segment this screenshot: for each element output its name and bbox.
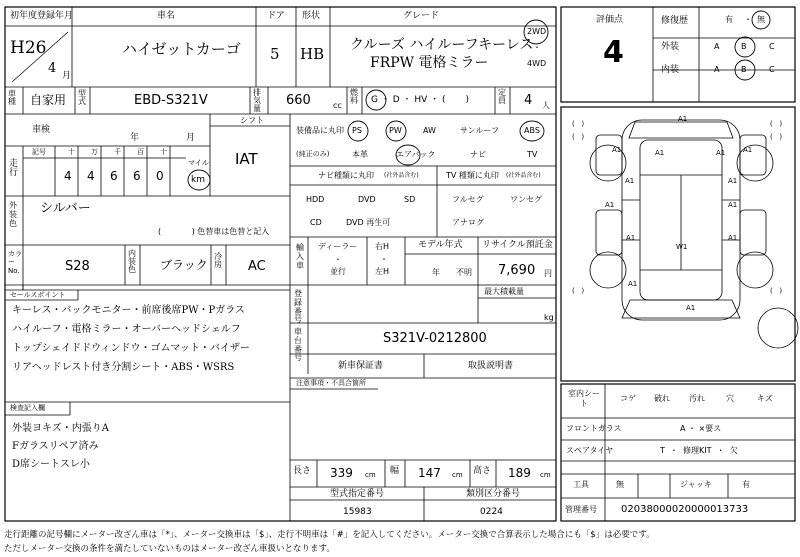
chassis-label: 車台番号 (294, 327, 302, 363)
footer-note-1: 走行距離の記号欄にメーター改ざん車は「*」、メーター交換車は「$」、走行不明車は「#」を記入してください。メーター交換で合算表示した場合にも「$」は必要です。 (4, 530, 655, 540)
damage-mark: A1 (612, 146, 622, 154)
sales-point-line: リアヘッドレスト付き分割シート・ABS・WSRS (12, 362, 235, 373)
equipment-item: サンルーフ (460, 126, 499, 135)
repair-yes: 有 (725, 15, 733, 24)
class-number: 0224 (480, 507, 503, 517)
capacity-label: 定員 (498, 88, 506, 105)
interior-color-label: 内装色 (128, 249, 136, 274)
inspection-month: 月 (186, 133, 196, 143)
diagram-paren: ( ) (572, 133, 585, 141)
type-number-label: 型式指定番号 (330, 489, 385, 499)
model: EBD-S321V (134, 93, 208, 108)
interior-label: 内装 (661, 65, 680, 75)
displacement-label: 排気量 (253, 88, 261, 113)
jack-value: 有 (742, 480, 750, 489)
damage-mark: A1 (605, 201, 615, 209)
reg-month: 4 (48, 61, 57, 76)
tv-item: アナログ (452, 218, 484, 227)
color-label: 外装色 (9, 201, 17, 228)
owner-manual: 取扱説明書 (468, 361, 514, 371)
interior-sheet-item: 破れ (654, 394, 670, 403)
ac-value: AC (248, 259, 266, 274)
tool-value: 無 (616, 480, 624, 489)
diagram-paren: ( ) (770, 287, 783, 295)
equipment-item: TV (527, 150, 538, 159)
kg-unit: kg (544, 313, 554, 322)
equipment-item: エアバック (396, 150, 436, 159)
inspector-line: 外装ヨキズ・内張りA (12, 423, 110, 434)
score-value: 4 (603, 35, 624, 70)
mileage-digit: 6 (110, 169, 118, 183)
tv-label: TV 種類に丸印 (446, 171, 499, 180)
equipment-item: PS (352, 126, 362, 135)
shape-label: 形状 (302, 11, 321, 21)
damage-mark: A1 (625, 177, 635, 185)
new-car-warranty: 新車保証書 (338, 361, 384, 371)
right-hand: 右H (375, 242, 390, 251)
width-label: 幅 (390, 466, 400, 476)
inspection-year: 年 (130, 133, 140, 143)
grade-line2: FRPW 電格ミラー (370, 55, 489, 71)
car-name-label: 車名 (157, 11, 176, 21)
shift-label: シフト (240, 116, 264, 125)
damage-mark: A1 (655, 149, 665, 157)
category-label: 車種 (8, 89, 16, 106)
import-dealer: ディーラー (318, 242, 358, 251)
cc-unit: cc (333, 101, 342, 110)
equipment-sub: (純正のみ) (296, 150, 330, 158)
shape: HB (300, 45, 325, 63)
sales-point-line: キーレス・バックモニター・前席後席PW・Pガラス (12, 305, 245, 316)
damage-mark: A1 (628, 280, 638, 288)
recycle-value: 7,690 (498, 263, 536, 278)
door-label: ドア (267, 11, 285, 21)
mileage-digits-label: 記号 (32, 148, 46, 156)
damage-mark: A1 (728, 177, 738, 185)
mileage-unit: 十 (68, 148, 75, 156)
diagram-paren: ( ) (572, 120, 585, 128)
car-name: ハイゼットカーゴ (122, 40, 241, 58)
spare-tire-value: T ・ 修理KIT ・ 欠 (660, 446, 738, 455)
interior-sheet-item: 穴 (726, 394, 734, 403)
mgmt-label: 管理番号 (565, 505, 597, 514)
yen-unit: 円 (544, 269, 552, 278)
import-dot: ・ (334, 255, 342, 264)
width-unit: cm (452, 471, 463, 479)
damage-mark: A1 (716, 149, 726, 157)
mileage-digit: 4 (87, 169, 95, 183)
fuel-options: G ・ D ・ HV ・ ( ) (371, 95, 470, 105)
color-change-note: ( ) 色替車は色替と記入 (158, 227, 270, 236)
nav-item: DVD (358, 195, 376, 204)
model-year-label: モデル年式 (418, 240, 463, 250)
reg-era: H26 (10, 38, 47, 58)
caution-label: 注意事項・不具合箇所 (296, 379, 366, 387)
score-label: 評価点 (596, 15, 624, 25)
doors: 5 (270, 45, 280, 63)
interior-grade-a: A (714, 65, 720, 74)
exterior-grade-a: A (714, 42, 720, 51)
inspector-label: 検査記入欄 (10, 404, 45, 412)
spare-tire-label: スペアタイヤ (566, 446, 614, 455)
recycle-label: リサイクル預託金 (482, 240, 553, 250)
tv-sub: (社外品含む) (506, 172, 541, 179)
capacity-unit: 人 (542, 101, 550, 110)
mileage-label: 走行 (9, 159, 19, 178)
nav-sub: (社外品含む) (384, 172, 419, 179)
ac-label: 冷房 (214, 252, 222, 269)
damage-mark: A1 (678, 115, 688, 123)
sales-point-line: ハイルーフ・電格ミラー・オーバーヘッドシェルフ (12, 324, 241, 335)
color-value: シルバー (40, 201, 91, 216)
tv-item: ワンセグ (510, 195, 542, 204)
hand-dot: ・ (380, 255, 388, 264)
interior-grade-b: B (741, 65, 747, 74)
nav-item: DVD 再生可 (346, 218, 391, 227)
km-label: km (191, 175, 205, 185)
exterior-label: 外装 (661, 42, 680, 52)
mileage-unit: 万 (91, 148, 98, 156)
tv-item: フルセグ (452, 195, 484, 204)
exterior-grade-c: C (769, 42, 775, 51)
drive-4wd: 4WD (527, 59, 547, 68)
repair-label: 修復歴 (661, 16, 689, 26)
reg-number-label: 登録番号 (294, 289, 302, 325)
tool-label: 工具 (573, 480, 589, 489)
chassis-number: S321V-0212800 (383, 331, 487, 346)
jack-label: ジャッキ (680, 480, 712, 489)
repair-none: 無 (757, 15, 765, 24)
footer-note-2: ただしメーター交換の条件を満たしていないものはメーター改ざん車扱いとなります。 (4, 544, 335, 554)
mile-label: マイル (188, 159, 209, 167)
height-label: 高さ (473, 466, 492, 476)
nav-item: CD (310, 218, 322, 227)
interior-color: ブラック (160, 258, 208, 272)
class-number-label: 類別区分番号 (466, 489, 521, 499)
interior-sheet-item: コゲ (620, 394, 636, 403)
diagram-paren: ( ) (770, 133, 783, 141)
mileage-unit: 十 (160, 148, 167, 156)
interior-sheet-label: 室内シート (568, 389, 600, 409)
capacity: 4 (524, 93, 533, 108)
damage-mark: A1 (728, 234, 738, 242)
interior-grade-c: C (769, 65, 775, 74)
reg-month-unit: 月 (62, 71, 72, 81)
equipment-label: 装備品に丸印 (296, 126, 344, 135)
equipment-item: AW (423, 126, 436, 135)
front-glass-label: フロントガラス (566, 424, 622, 433)
type-number: 15983 (343, 507, 372, 517)
front-glass-value: A ・ ×要ス (680, 424, 722, 433)
exterior-grade-b: B (741, 42, 747, 51)
nav-item: HDD (306, 195, 325, 204)
category: 自家用 (30, 93, 67, 107)
height-unit: cm (540, 471, 551, 479)
equipment-item: ABS (524, 126, 540, 135)
inspection-label: 車検 (32, 125, 51, 135)
color-no: S28 (65, 259, 90, 274)
damage-mark: A1 (686, 304, 696, 312)
interior-sheet-item: キズ (757, 394, 773, 403)
shift-value: IAT (235, 150, 258, 168)
repair-sep: ・ (744, 15, 752, 24)
first-reg-label: 初年度登録年月 (10, 11, 74, 21)
damage-mark: A1 (743, 146, 753, 154)
grade-label: グレード (403, 11, 440, 21)
drive-2wd: 2WD (527, 27, 547, 36)
inspector-line: Fガラスリペア済み (12, 441, 99, 452)
equipment-item: PW (389, 126, 402, 135)
mileage-unit: 千 (114, 148, 121, 156)
mgmt-number: 02038000020000013733 (621, 504, 749, 515)
model-year-unit: 年 (432, 268, 440, 277)
length-value: 339 (330, 466, 353, 480)
model-label: 型式 (78, 89, 86, 106)
equipment-item: ナビ (470, 150, 486, 159)
length-label: 長さ (293, 466, 312, 476)
car-diagram (590, 120, 798, 348)
model-year-unknown: 不明 (456, 268, 472, 277)
length-unit: cm (365, 471, 376, 479)
nav-label: ナビ種類に丸印 (318, 171, 374, 180)
damage-mark: A1 (626, 234, 636, 242)
import-label: 輸入車 (296, 243, 304, 270)
sales-points-label: セールスポイント (10, 291, 66, 299)
damage-mark: A1 (728, 201, 738, 209)
sales-point-line: トップシェイドドウィンドウ・ゴムマット・バイザー (12, 343, 250, 354)
interior-sheet-item: 汚れ (689, 394, 705, 403)
mileage-digit: 4 (64, 169, 72, 183)
diagram-paren: ( ) (770, 120, 783, 128)
fuel-label: 燃料 (350, 88, 358, 105)
mileage-unit: 百 (137, 148, 144, 156)
displacement: 660 (286, 93, 311, 108)
equipment-item: 本革 (352, 150, 368, 159)
mileage-digit: 6 (133, 169, 141, 183)
damage-mark: W1 (676, 243, 688, 251)
inspector-line: D席シートスレ小 (12, 459, 90, 470)
nav-item: SD (404, 195, 416, 204)
drive-dot: ・ (533, 43, 541, 52)
color-no-label: カラーNo. (8, 250, 22, 275)
mileage-digit: 0 (156, 169, 164, 183)
diagram-paren: ( ) (572, 287, 585, 295)
grade-line1: クルーズ ハイルーフキーレス (350, 37, 534, 53)
max-load-label: 最大積載量 (484, 287, 524, 296)
left-hand: 左H (375, 267, 390, 276)
height-value: 189 (508, 466, 531, 480)
import-parallel: 並行 (330, 267, 346, 276)
width-value: 147 (418, 466, 441, 480)
